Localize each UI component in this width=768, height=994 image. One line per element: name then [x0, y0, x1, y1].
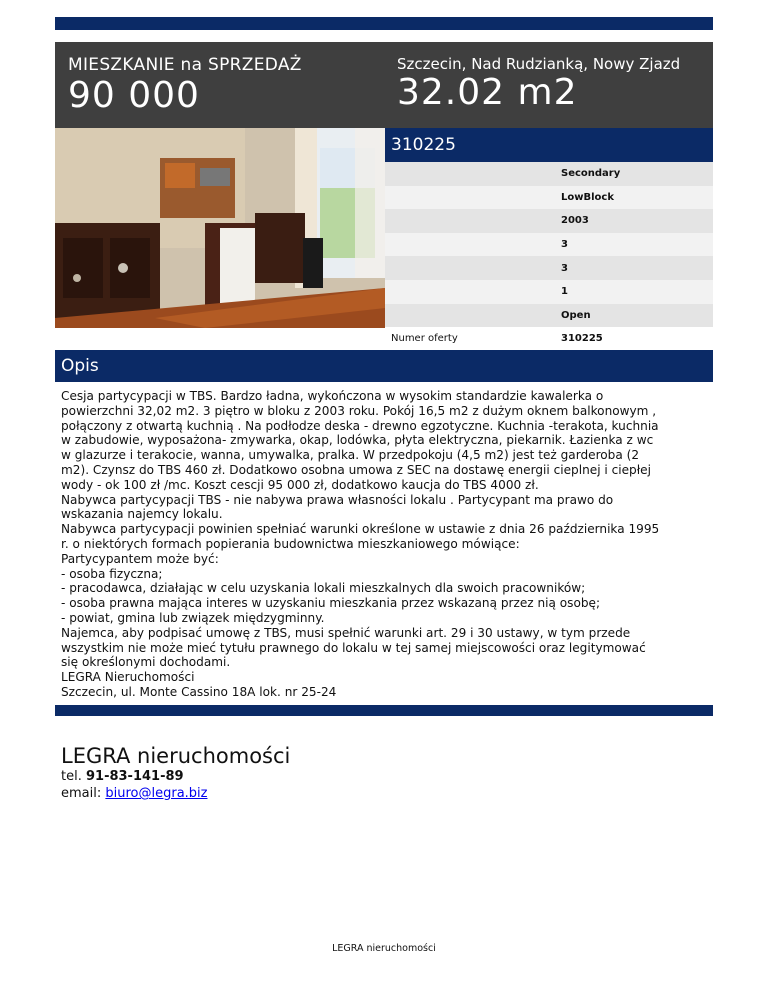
description-line: Cesja partycypacji w TBS. Bardzo ładna, wykończona w wysokim standardzie kawalerka o: [61, 389, 604, 403]
param-value: 1: [561, 286, 568, 298]
description-line: - osoba fizyczna;: [61, 566, 163, 581]
bottom-bar: [55, 705, 713, 716]
param-value: 2003: [561, 215, 589, 227]
param-value: 3: [561, 239, 568, 251]
param-value: 3: [561, 262, 568, 274]
description-line: wszystkim nie może mieć tytułu prawnego do lokalu w tej samej miejscowości oraz legitymować: [61, 640, 646, 655]
param-value: 310225: [561, 333, 603, 345]
description-line: Nabywca partycypacji powinien spełniać warunki określone w ustawie z dnia 26 października 1995: [61, 522, 660, 537]
phone-label: tel.: [61, 769, 82, 784]
description-line: - pracodawca, działając w celu uzyskania lokali mieszkalnych dla swoich pracowników;: [61, 581, 586, 596]
email-link[interactable]: biuro@legra.biz: [105, 786, 208, 801]
description-line: Szczecin, ul. Monte Cassino 18A lok. nr 25-24: [61, 684, 337, 699]
phone-number: 91-83-141-89: [85, 769, 184, 784]
description-line: się określonymi dochodami.: [61, 655, 231, 670]
param-row: [385, 186, 713, 210]
description-line: m2). Czynsz do TBS 460 zł. Dodatkowo osobna umowa z SEC na dostawę energii cieplnej i ciepłej: [61, 462, 651, 477]
description-line: w zabudowie, wyposażona- zmywarka, okap, lodówka, płyta elektryczna, piekarnik. Łazienka z wc: [61, 433, 654, 448]
listing-location: Szczecin, Nad Rudzianką, Nowy Zjazd: [397, 55, 681, 73]
param-row: [385, 327, 713, 351]
description-line: r. o niektórych formach popierania budownictwa mieszkaniowego mówiące:: [61, 536, 520, 551]
offer-id-header: 310225: [385, 128, 713, 162]
description-line: połączony z otwartą kuchnią . Na podłodze deska - drewno egzotyczne. Kuchnia -terakota, kuchnia: [61, 418, 659, 433]
param-value: Open: [561, 309, 591, 321]
agency-name: LEGRA nieruchomości: [61, 744, 291, 768]
top-bar: [55, 17, 713, 30]
email-line: [61, 785, 207, 802]
param-label: Numer oferty: [391, 333, 458, 345]
param-row: [385, 233, 713, 257]
description-line: w glazurze i terakocie, wanna, umywalka, pralka. W przedpokoju (4,5 m2) jest też garderoba (2: [61, 448, 640, 463]
description-line: Nabywca partycypacji TBS - nie nabywa prawa własności lokalu . Partycypant ma prawo do: [61, 492, 614, 507]
page-footer: LEGRA nieruchomości: [332, 943, 436, 954]
listing-header: [55, 42, 713, 128]
description-line: Najemca, aby podpisać umowę z TBS, musi spełnić warunki art. 29 i 30 ustawy, w tym przede: [61, 625, 631, 640]
param-row: [385, 304, 713, 328]
param-row: [385, 256, 713, 280]
param-value: Secondary: [561, 168, 621, 180]
param-row: [385, 280, 713, 304]
description-heading: Opis: [55, 350, 713, 382]
agency-contact: [61, 768, 207, 802]
param-row: [385, 209, 713, 233]
listing-price: 90 000: [68, 75, 200, 116]
listing-area: 32.02 m2: [397, 72, 578, 113]
listing-type: MIESZKANIE na SPRZEDAŻ: [68, 55, 302, 75]
email-label: email:: [61, 786, 102, 801]
description-line: Partycypantem może być:: [61, 551, 219, 566]
description-line: powierzchni 32,02 m2. 3 piętro w bloku z 2003 roku. Pokój 16,5 m2 z dużym oknem balkonowym ,: [61, 403, 657, 418]
description-line: wskazania najemcy lokalu.: [61, 507, 223, 522]
description-line: - powiat, gmina lub związek międzygminny.: [61, 610, 325, 625]
phone-line: [61, 768, 207, 785]
apartment-photo: [55, 128, 385, 328]
description-line: - osoba prawna mająca interes w uzyskaniu mieszkania przez wskazaną przez nią osobę;: [61, 596, 601, 611]
description-line: LEGRA Nieruchomości: [61, 670, 195, 685]
parameters-table: [385, 162, 713, 351]
param-row: [385, 162, 713, 186]
param-value: LowBlock: [561, 191, 614, 203]
description-line: wody - ok 100 zł /mc. Koszt cescji 95 000 zł, dodatkowo kaucja do TBS 4000 zł.: [61, 477, 539, 492]
description-text: [61, 389, 709, 700]
